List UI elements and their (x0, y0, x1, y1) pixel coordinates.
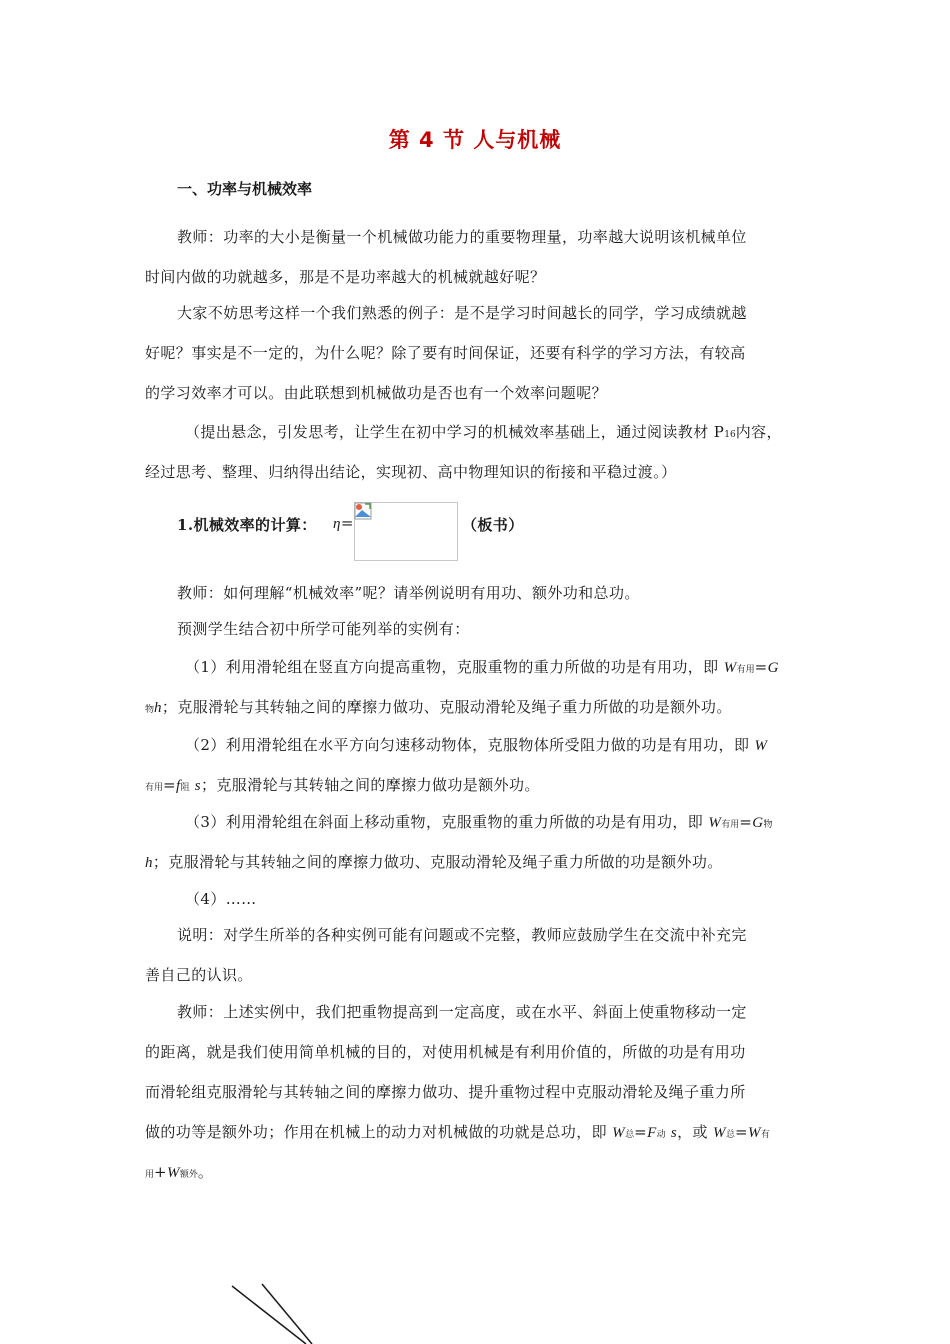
example-2-line: （2）利用滑轮组在水平方向匀速移动物体，克服物体所受阻力做的功是有用功，即 W (185, 736, 768, 754)
paragraph-line (185, 421, 782, 442)
paragraph-line: 善自己的认识。 (145, 966, 253, 984)
paragraph-line: 用+W额外。 (145, 1163, 214, 1181)
example-1-line: （1）利用滑轮组在竖直方向提高重物，克服重物的重力所做的功是有用功，即 W有用=G (185, 658, 779, 676)
broken-image-icon (354, 502, 372, 520)
paragraph-line: 教师：功率的大小是衡量一个机械做功能力的重要物理量，功率越大说明该机械单位 (177, 228, 747, 246)
paragraph-line: 预测学生结合初中所学可能列举的实例有： (177, 620, 470, 638)
paragraph-line: 时间内做的功就越多，那是不是功率越大的机械就越好呢？ (145, 268, 546, 286)
paragraph-line: 做的功等是额外功；作用在机械上的动力对机械做的功就是总功，即 W总=F动 s，或 W总=W有 (145, 1123, 770, 1141)
board-note: （板书） (462, 516, 524, 534)
paragraph-line: 教师：上述实例中，我们把重物提高到一定高度，或在水平、斜面上使重物移动一定 (177, 1003, 747, 1021)
paragraph-text: 内容， (735, 423, 782, 441)
paragraph-line: 经过思考、整理、归纳得出结论，实现初、高中物理知识的衔接和平稳过渡。） (145, 463, 677, 481)
paragraph-line: 大家不妨思考这样一个我们熟悉的例子：是不是学习时间越长的同学，学习成绩就越 (177, 304, 747, 322)
example-2-line: 有用=f阻 s；克服滑轮与其转轴之间的摩擦力做功是额外功。 (145, 776, 540, 794)
diagram-lines-fragment (220, 1280, 320, 1344)
formula-eta: η= (333, 514, 354, 532)
paragraph-line: 而滑轮组克服滑轮与其转轴之间的摩擦力做功、提升重物过程中克服动滑轮及绳子重力所 (145, 1083, 746, 1101)
paragraph-line: 教师：如何理解“机械效率”呢？请举例说明有用功、额外功和总功。 (177, 584, 640, 602)
paragraph-line: 的学习效率才可以。由此联想到机械做功是否也有一个效率问题呢？ (145, 384, 608, 402)
paragraph-text: （提出悬念，引发思考，让学生在初中学习的机械效率基础上，通过阅读教材 P (185, 423, 725, 441)
example-3-line: h；克服滑轮与其转轴之间的摩擦力做功、克服动滑轮及绳子重力所做的功是额外功。 (145, 853, 723, 871)
paragraph-line: 好呢？事实是不一定的，为什么呢？除了要有时间保证，还要有科学的学习方法，有较高 (145, 344, 746, 362)
formula-label: 1.机械效率的计算： (177, 516, 317, 534)
section-heading: 一、功率与机械效率 (177, 180, 313, 198)
paragraph-line: 说明：对学生所举的各种实例可能有问题或不完整，教师应鼓励学生在交流中补充完 (177, 926, 747, 944)
paragraph-line: 的距离，就是我们使用简单机械的目的，对使用机械是有利用价值的，所做的功是有用功 (145, 1043, 746, 1061)
example-1-line: 物h；克服滑轮与其转轴之间的摩擦力做功、克服动滑轮及绳子重力所做的功是额外功。 (145, 698, 732, 716)
example-4-line: （4）…… (185, 890, 257, 908)
page-title: 第 4 节 人与机械 (388, 128, 562, 152)
subscript: 16 (724, 430, 736, 440)
example-3-line: （3）利用滑轮组在斜面上移动重物，克服重物的重力所做的功是有用功，即 W有用=G物 (185, 813, 773, 831)
